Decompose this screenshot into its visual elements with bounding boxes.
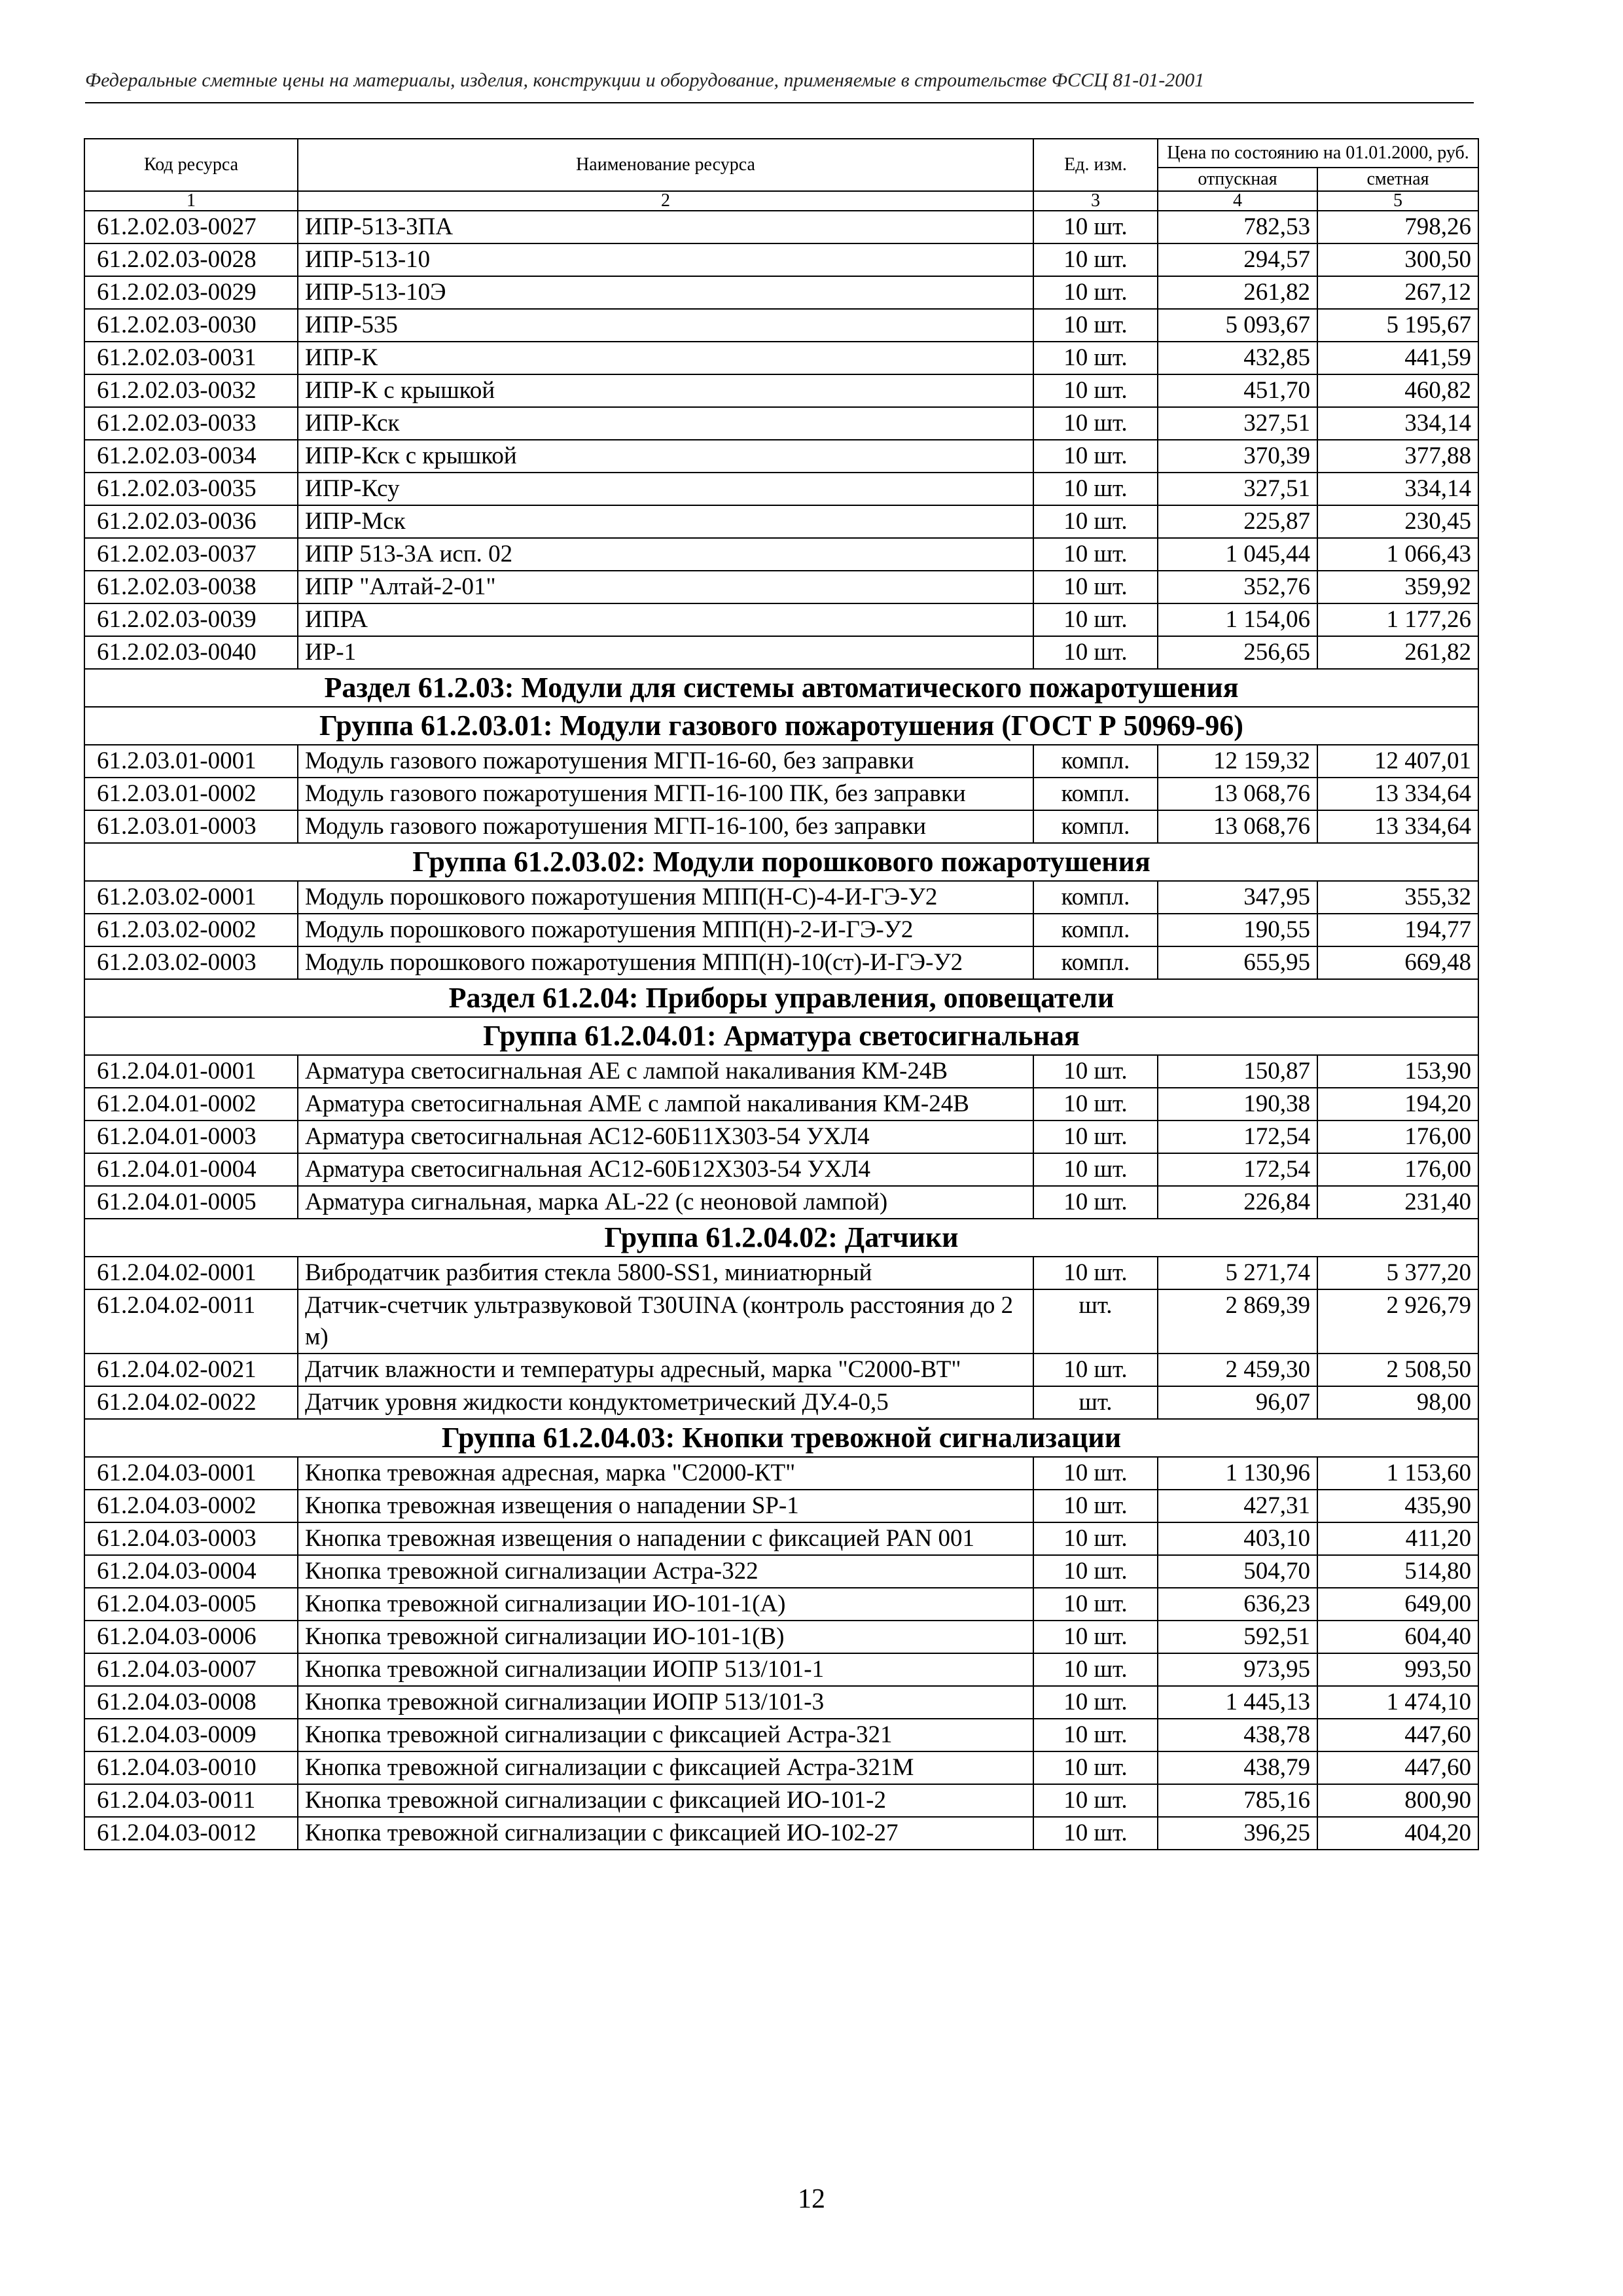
resource-name: ИПР-513-3ПА [298,211,1033,243]
estimate-price: 514,80 [1317,1555,1478,1588]
section-heading: Группа 61.2.04.01: Арматура светосигнальная [84,1017,1478,1055]
release-price: 13 068,76 [1158,810,1317,843]
column-number: 3 [1033,191,1158,211]
release-price: 592,51 [1158,1621,1317,1653]
release-price: 438,79 [1158,1751,1317,1784]
page-number: 12 [798,2184,825,2214]
resource-name: Кнопка тревожная адресная, марка "С2000-КТ" [298,1457,1033,1490]
unit-of-measure: 10 шт. [1033,1653,1158,1686]
column-header-code: Код ресурса [84,139,298,191]
resource-code: 61.2.04.02-0011 [84,1289,298,1354]
unit-of-measure: 10 шт. [1033,342,1158,374]
estimate-price: 604,40 [1317,1621,1478,1653]
resource-code: 61.2.02.03-0029 [84,276,298,309]
unit-of-measure: 10 шт. [1033,1751,1158,1784]
unit-of-measure: 10 шт. [1033,1784,1158,1817]
resource-name: Кнопка тревожной сигнализации ИОПР 513/101-3 [298,1686,1033,1719]
resource-name: Кнопка тревожная извещения о нападении с фиксацией PAN 001 [298,1522,1033,1555]
unit-of-measure: 10 шт. [1033,211,1158,243]
unit-of-measure: 10 шт. [1033,374,1158,407]
table-row [84,309,1478,342]
release-price: 1 130,96 [1158,1457,1317,1490]
release-price: 403,10 [1158,1522,1317,1555]
estimate-price: 404,20 [1317,1817,1478,1850]
resource-code: 61.2.02.03-0038 [84,571,298,603]
release-price: 256,65 [1158,636,1317,669]
resource-code: 61.2.03.01-0003 [84,810,298,843]
resource-code: 61.2.02.03-0034 [84,440,298,473]
unit-of-measure: 10 шт. [1033,1621,1158,1653]
resource-code: 61.2.04.01-0003 [84,1121,298,1153]
resource-name: Кнопка тревожной сигнализации ИО-101-1(В) [298,1621,1033,1653]
resource-code: 61.2.04.01-0005 [84,1186,298,1219]
release-price: 347,95 [1158,881,1317,914]
resource-code: 61.2.04.02-0021 [84,1354,298,1386]
resource-code: 61.2.04.03-0004 [84,1555,298,1588]
resource-name: Датчик уровня жидкости кондуктометрический ДУ.4-0,5 [298,1386,1033,1419]
unit-of-measure: 10 шт. [1033,407,1158,440]
unit-of-measure: компл. [1033,810,1158,843]
estimate-price: 176,00 [1317,1153,1478,1186]
estimate-price: 13 334,64 [1317,778,1478,810]
unit-of-measure: 10 шт. [1033,1457,1158,1490]
unit-of-measure: 10 шт. [1033,603,1158,636]
resource-name: Кнопка тревожной сигнализации с фиксацией ИО-101-2 [298,1784,1033,1817]
release-price: 294,57 [1158,243,1317,276]
unit-of-measure: 10 шт. [1033,1121,1158,1153]
release-price: 172,54 [1158,1121,1317,1153]
table-row [84,1257,1478,1289]
unit-of-measure: 10 шт. [1033,1153,1158,1186]
resource-name: ИПР 513-3А исп. 02 [298,538,1033,571]
release-price: 782,53 [1158,211,1317,243]
estimate-price: 153,90 [1317,1055,1478,1088]
resource-name: ИПР-Мск [298,505,1033,538]
resource-name: Кнопка тревожной сигнализации ИО-101-1(А) [298,1588,1033,1621]
resource-name: ИПР "Алтай-2-01" [298,571,1033,603]
resource-code: 61.2.03.02-0001 [84,881,298,914]
resource-code: 61.2.03.01-0001 [84,745,298,778]
release-price: 1 154,06 [1158,603,1317,636]
table-row [84,571,1478,603]
release-price: 225,87 [1158,505,1317,538]
unit-of-measure: 10 шт. [1033,1257,1158,1289]
table-row [84,1457,1478,1490]
estimate-price: 359,92 [1317,571,1478,603]
resource-name: Датчик-счетчик ультразвуковой T30UINA (контроль расстояния до 2 м) [298,1289,1033,1354]
release-price: 2 459,30 [1158,1354,1317,1386]
column-header-unit: Ед. изм. [1033,139,1158,191]
resource-code: 61.2.02.03-0033 [84,407,298,440]
resource-code: 61.2.04.01-0002 [84,1088,298,1121]
table-row [84,342,1478,374]
resource-code: 61.2.04.02-0001 [84,1257,298,1289]
release-price: 396,25 [1158,1817,1317,1850]
resource-name: ИПР-К с крышкой [298,374,1033,407]
running-header: Федеральные сметные цены на материалы, изделия, конструкции и оборудование, применяемые в строительстве ФССЦ 81-01-2001 [85,69,1205,91]
resource-code: 61.2.02.03-0032 [84,374,298,407]
resource-code: 61.2.04.03-0001 [84,1457,298,1490]
section-heading: Раздел 61.2.03: Модули для системы автоматического пожаротушения [84,669,1478,707]
release-price: 973,95 [1158,1653,1317,1686]
unit-of-measure: 10 шт. [1033,1354,1158,1386]
table-row [84,1153,1478,1186]
resource-name: Модуль порошкового пожаротушения МПП(Н-С)-4-И-ГЭ-У2 [298,881,1033,914]
unit-of-measure: компл. [1033,946,1158,979]
table-row [84,914,1478,946]
estimate-price: 435,90 [1317,1490,1478,1522]
header-rule [85,102,1474,103]
unit-of-measure: 10 шт. [1033,1817,1158,1850]
release-price: 1 445,13 [1158,1686,1317,1719]
price-table [84,138,1479,1850]
table-row [84,1088,1478,1121]
column-number: 2 [298,191,1033,211]
unit-of-measure: 10 шт. [1033,440,1158,473]
table-row [84,1621,1478,1653]
table-row [84,810,1478,843]
release-price: 327,51 [1158,407,1317,440]
table-row [84,1751,1478,1784]
table-row [84,1784,1478,1817]
resource-code: 61.2.04.03-0010 [84,1751,298,1784]
unit-of-measure: 10 шт. [1033,1522,1158,1555]
estimate-price: 267,12 [1317,276,1478,309]
estimate-price: 993,50 [1317,1653,1478,1686]
release-price: 427,31 [1158,1490,1317,1522]
release-price: 226,84 [1158,1186,1317,1219]
resource-name: Датчик влажности и температуры адресный, марка "С2000-ВТ" [298,1354,1033,1386]
resource-code: 61.2.03.02-0003 [84,946,298,979]
column-header-name: Наименование ресурса [298,139,1033,191]
table-row [84,440,1478,473]
estimate-price: 98,00 [1317,1386,1478,1419]
resource-code: 61.2.04.01-0001 [84,1055,298,1088]
estimate-price: 1 066,43 [1317,538,1478,571]
resource-code: 61.2.04.03-0012 [84,1817,298,1850]
unit-of-measure: 10 шт. [1033,1686,1158,1719]
unit-of-measure: 10 шт. [1033,571,1158,603]
column-header-price-group: Цена по состоянию на 01.01.2000, руб. [1158,139,1478,168]
table-row [84,1186,1478,1219]
release-price: 150,87 [1158,1055,1317,1088]
resource-name: Арматура светосигнальная АМЕ с лампой накаливания КМ-24В [298,1088,1033,1121]
release-price: 172,54 [1158,1153,1317,1186]
estimate-price: 261,82 [1317,636,1478,669]
resource-name: ИПР-Кск [298,407,1033,440]
estimate-price: 669,48 [1317,946,1478,979]
release-price: 432,85 [1158,342,1317,374]
resource-code: 61.2.04.01-0004 [84,1153,298,1186]
unit-of-measure: 10 шт. [1033,1555,1158,1588]
table-row [84,1121,1478,1153]
resource-name: ИПР-513-10Э [298,276,1033,309]
resource-code: 61.2.04.02-0022 [84,1386,298,1419]
table-row [84,407,1478,440]
resource-name: Вибродатчик разбития стекла 5800-SS1, миниатюрный [298,1257,1033,1289]
resource-name: Модуль порошкового пожаротушения МПП(Н)-2-И-ГЭ-У2 [298,914,1033,946]
section-heading-row [84,1419,1478,1457]
estimate-price: 800,90 [1317,1784,1478,1817]
table-row [84,881,1478,914]
resource-name: Модуль газового пожаротушения МГП-16-100 ПК, без заправки [298,778,1033,810]
table-row [84,505,1478,538]
unit-of-measure: компл. [1033,881,1158,914]
resource-code: 61.2.04.03-0002 [84,1490,298,1522]
table-row [84,636,1478,669]
release-price: 96,07 [1158,1386,1317,1419]
estimate-price: 1 177,26 [1317,603,1478,636]
estimate-price: 231,40 [1317,1186,1478,1219]
resource-code: 61.2.04.03-0008 [84,1686,298,1719]
resource-code: 61.2.04.03-0005 [84,1588,298,1621]
price-table-body [84,139,1478,1850]
release-price: 5 271,74 [1158,1257,1317,1289]
estimate-price: 5 377,20 [1317,1257,1478,1289]
resource-code: 61.2.02.03-0039 [84,603,298,636]
estimate-price: 2 508,50 [1317,1354,1478,1386]
table-header-row [84,139,1478,168]
unit-of-measure: 10 шт. [1033,243,1158,276]
release-price: 370,39 [1158,440,1317,473]
release-price: 2 869,39 [1158,1289,1317,1354]
unit-of-measure: 10 шт. [1033,505,1158,538]
table-row [84,745,1478,778]
release-price: 655,95 [1158,946,1317,979]
resource-name: ИПР-513-10 [298,243,1033,276]
resource-name: Арматура сигнальная, марка AL-22 (с неоновой лампой) [298,1186,1033,1219]
section-heading: Раздел 61.2.04: Приборы управления, оповещатели [84,979,1478,1017]
section-heading: Группа 61.2.03.02: Модули порошкового пожаротушения [84,843,1478,881]
release-price: 352,76 [1158,571,1317,603]
unit-of-measure: 10 шт. [1033,538,1158,571]
resource-name: Кнопка тревожная извещения о нападении SP-1 [298,1490,1033,1522]
unit-of-measure: компл. [1033,778,1158,810]
table-row [84,603,1478,636]
estimate-price: 649,00 [1317,1588,1478,1621]
unit-of-measure: 10 шт. [1033,1055,1158,1088]
resource-name: ИР-1 [298,636,1033,669]
section-heading-row [84,1219,1478,1257]
resource-name: Кнопка тревожной сигнализации с фиксацией Астра-321 [298,1719,1033,1751]
estimate-price: 411,20 [1317,1522,1478,1555]
resource-code: 61.2.02.03-0030 [84,309,298,342]
release-price: 785,16 [1158,1784,1317,1817]
release-price: 504,70 [1158,1555,1317,1588]
resource-name: Кнопка тревожной сигнализации с фиксацией Астра-321М [298,1751,1033,1784]
unit-of-measure: 10 шт. [1033,1186,1158,1219]
resource-name: Арматура светосигнальная АС12-60Б12Х303-54 УХЛ4 [298,1153,1033,1186]
estimate-price: 377,88 [1317,440,1478,473]
resource-code: 61.2.03.02-0002 [84,914,298,946]
resource-name: Кнопка тревожной сигнализации Астра-322 [298,1555,1033,1588]
resource-name: ИПР-К [298,342,1033,374]
table-row [84,1386,1478,1419]
estimate-price: 441,59 [1317,342,1478,374]
estimate-price: 13 334,64 [1317,810,1478,843]
resource-name: ИПРА [298,603,1033,636]
section-heading-row [84,1017,1478,1055]
table-row [84,374,1478,407]
resource-name: Кнопка тревожной сигнализации с фиксацией ИО-102-27 [298,1817,1033,1850]
table-row [84,1522,1478,1555]
estimate-price: 12 407,01 [1317,745,1478,778]
estimate-price: 194,77 [1317,914,1478,946]
release-price: 327,51 [1158,473,1317,505]
section-heading-row [84,979,1478,1017]
column-number: 5 [1317,191,1478,211]
estimate-price: 2 926,79 [1317,1289,1478,1354]
table-row [84,1055,1478,1088]
resource-code: 61.2.04.03-0006 [84,1621,298,1653]
estimate-price: 230,45 [1317,505,1478,538]
unit-of-measure: 10 шт. [1033,1588,1158,1621]
release-price: 438,78 [1158,1719,1317,1751]
estimate-price: 447,60 [1317,1719,1478,1751]
table-row [84,1354,1478,1386]
unit-of-measure: шт. [1033,1289,1158,1354]
column-number: 4 [1158,191,1317,211]
table-row [84,473,1478,505]
table-row [84,1653,1478,1686]
resource-code: 61.2.02.03-0036 [84,505,298,538]
release-price: 636,23 [1158,1588,1317,1621]
table-row [84,1686,1478,1719]
table-row [84,1490,1478,1522]
section-heading-row [84,707,1478,745]
section-heading: Группа 61.2.03.01: Модули газового пожаротушения (ГОСТ Р 50969-96) [84,707,1478,745]
resource-name: ИПР-Ксу [298,473,1033,505]
resource-name: Модуль порошкового пожаротушения МПП(Н)-10(ст)-И-ГЭ-У2 [298,946,1033,979]
table-row [84,778,1478,810]
resource-name: Арматура светосигнальная АС12-60Б11Х303-54 УХЛ4 [298,1121,1033,1153]
unit-of-measure: компл. [1033,914,1158,946]
release-price: 190,55 [1158,914,1317,946]
release-price: 12 159,32 [1158,745,1317,778]
release-price: 13 068,76 [1158,778,1317,810]
resource-code: 61.2.02.03-0040 [84,636,298,669]
section-heading-row [84,843,1478,881]
column-number-row [84,191,1478,211]
estimate-price: 447,60 [1317,1751,1478,1784]
estimate-price: 1 153,60 [1317,1457,1478,1490]
table-row [84,276,1478,309]
resource-name: Модуль газового пожаротушения МГП-16-100, без заправки [298,810,1033,843]
unit-of-measure: 10 шт. [1033,1719,1158,1751]
table-row [84,946,1478,979]
unit-of-measure: 10 шт. [1033,309,1158,342]
column-number: 1 [84,191,298,211]
column-header-estimate-price: сметная [1317,168,1478,191]
column-header-release-price: отпускная [1158,168,1317,191]
resource-code: 61.2.02.03-0027 [84,211,298,243]
unit-of-measure: шт. [1033,1386,1158,1419]
table-row [84,211,1478,243]
table-row [84,243,1478,276]
resource-code: 61.2.04.03-0007 [84,1653,298,1686]
resource-name: ИПР-Кск с крышкой [298,440,1033,473]
estimate-price: 1 474,10 [1317,1686,1478,1719]
estimate-price: 194,20 [1317,1088,1478,1121]
resource-name: Модуль газового пожаротушения МГП-16-60, без заправки [298,745,1033,778]
resource-name: ИПР-535 [298,309,1033,342]
resource-name: Арматура светосигнальная АЕ с лампой накаливания КМ-24В [298,1055,1033,1088]
estimate-price: 176,00 [1317,1121,1478,1153]
resource-code: 61.2.04.03-0003 [84,1522,298,1555]
estimate-price: 334,14 [1317,473,1478,505]
unit-of-measure: 10 шт. [1033,636,1158,669]
estimate-price: 460,82 [1317,374,1478,407]
release-price: 451,70 [1158,374,1317,407]
estimate-price: 300,50 [1317,243,1478,276]
resource-code: 61.2.02.03-0037 [84,538,298,571]
unit-of-measure: 10 шт. [1033,473,1158,505]
unit-of-measure: компл. [1033,745,1158,778]
section-heading: Группа 61.2.04.03: Кнопки тревожной сигнализации [84,1419,1478,1457]
estimate-price: 798,26 [1317,211,1478,243]
unit-of-measure: 10 шт. [1033,276,1158,309]
table-row [84,1555,1478,1588]
resource-code: 61.2.02.03-0028 [84,243,298,276]
table-row [84,538,1478,571]
release-price: 190,38 [1158,1088,1317,1121]
release-price: 1 045,44 [1158,538,1317,571]
estimate-price: 334,14 [1317,407,1478,440]
resource-code: 61.2.02.03-0031 [84,342,298,374]
release-price: 5 093,67 [1158,309,1317,342]
table-row [84,1588,1478,1621]
estimate-price: 355,32 [1317,881,1478,914]
section-heading-row [84,669,1478,707]
resource-name: Кнопка тревожной сигнализации ИОПР 513/101-1 [298,1653,1033,1686]
estimate-price: 5 195,67 [1317,309,1478,342]
resource-code: 61.2.04.03-0009 [84,1719,298,1751]
table-row [84,1817,1478,1850]
unit-of-measure: 10 шт. [1033,1490,1158,1522]
unit-of-measure: 10 шт. [1033,1088,1158,1121]
resource-code: 61.2.03.01-0002 [84,778,298,810]
section-heading: Группа 61.2.04.02: Датчики [84,1219,1478,1257]
resource-code: 61.2.02.03-0035 [84,473,298,505]
release-price: 261,82 [1158,276,1317,309]
resource-code: 61.2.04.03-0011 [84,1784,298,1817]
table-row [84,1289,1478,1354]
table-row [84,1719,1478,1751]
